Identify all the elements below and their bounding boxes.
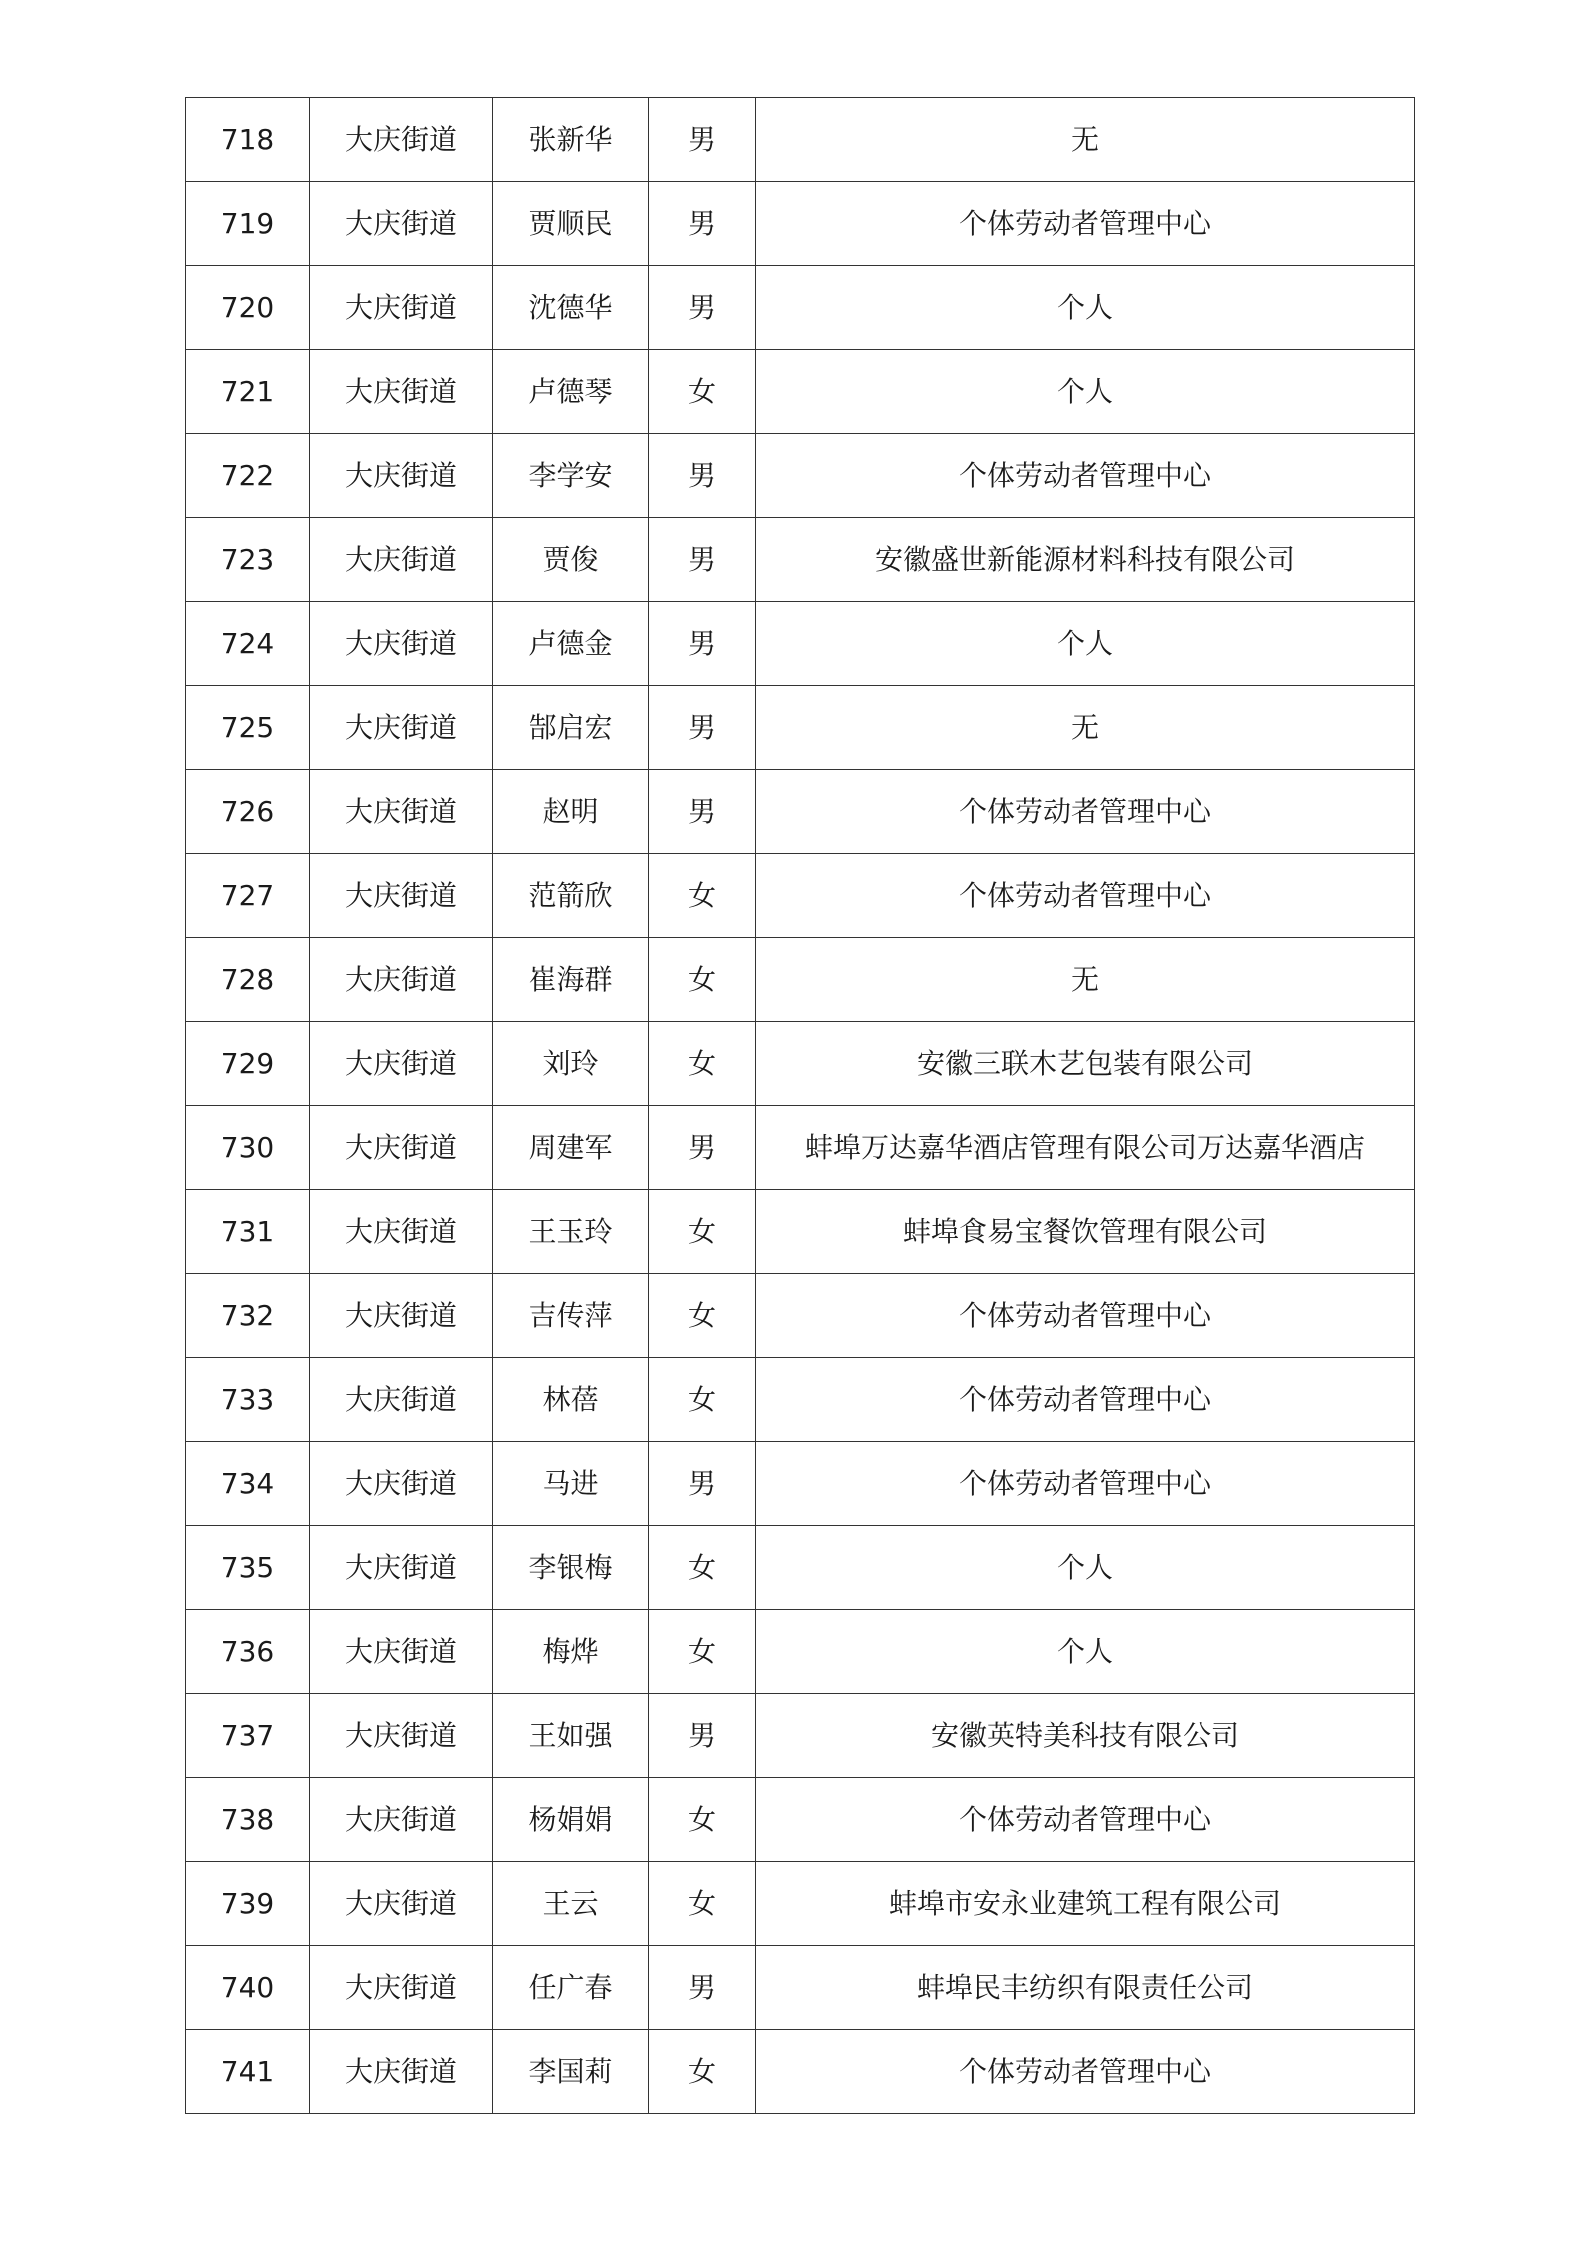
street-cell: 大庆街道: [310, 98, 493, 182]
table-row: [186, 518, 1415, 602]
gender-cell: 男: [649, 518, 756, 602]
work-unit-cell: 个体劳动者管理中心: [756, 182, 1415, 266]
name-cell: 李国莉: [493, 2030, 649, 2114]
row-number-cell: 725: [186, 686, 310, 770]
row-number-cell: 723: [186, 518, 310, 602]
row-number-cell: 736: [186, 1610, 310, 1694]
row-number-cell: 729: [186, 1022, 310, 1106]
gender-cell: 女: [649, 1862, 756, 1946]
row-number-cell: 727: [186, 854, 310, 938]
table-row: [186, 1022, 1415, 1106]
gender-cell: 男: [649, 98, 756, 182]
name-cell: 崔海群: [493, 938, 649, 1022]
work-unit-cell: 个人: [756, 1526, 1415, 1610]
table-row: [186, 1190, 1415, 1274]
gender-cell: 女: [649, 2030, 756, 2114]
street-cell: 大庆街道: [310, 350, 493, 434]
name-cell: 张新华: [493, 98, 649, 182]
row-number-cell: 718: [186, 98, 310, 182]
row-number-cell: 735: [186, 1526, 310, 1610]
work-unit-cell: 个体劳动者管理中心: [756, 2030, 1415, 2114]
table-row: [186, 938, 1415, 1022]
row-number-cell: 722: [186, 434, 310, 518]
table-row: [186, 1526, 1415, 1610]
street-cell: 大庆街道: [310, 854, 493, 938]
name-cell: 梅烨: [493, 1610, 649, 1694]
row-number-cell: 730: [186, 1106, 310, 1190]
work-unit-cell: 个人: [756, 602, 1415, 686]
street-cell: 大庆街道: [310, 266, 493, 350]
name-cell: 郜启宏: [493, 686, 649, 770]
table-row: [186, 1442, 1415, 1526]
row-number-cell: 733: [186, 1358, 310, 1442]
street-cell: 大庆街道: [310, 1862, 493, 1946]
table-row: [186, 1274, 1415, 1358]
name-cell: 王如强: [493, 1694, 649, 1778]
row-number-cell: 720: [186, 266, 310, 350]
street-cell: 大庆街道: [310, 1022, 493, 1106]
gender-cell: 女: [649, 938, 756, 1022]
work-unit-cell: 蚌埠万达嘉华酒店管理有限公司万达嘉华酒店: [756, 1106, 1415, 1190]
street-cell: 大庆街道: [310, 1694, 493, 1778]
street-cell: 大庆街道: [310, 1274, 493, 1358]
work-unit-cell: 蚌埠食易宝餐饮管理有限公司: [756, 1190, 1415, 1274]
work-unit-cell: 个人: [756, 350, 1415, 434]
street-cell: 大庆街道: [310, 1778, 493, 1862]
name-cell: 马进: [493, 1442, 649, 1526]
street-cell: 大庆街道: [310, 1442, 493, 1526]
table-row: [186, 350, 1415, 434]
row-number-cell: 728: [186, 938, 310, 1022]
table-row: [186, 1778, 1415, 1862]
work-unit-cell: 个体劳动者管理中心: [756, 434, 1415, 518]
name-cell: 沈德华: [493, 266, 649, 350]
street-cell: 大庆街道: [310, 1358, 493, 1442]
name-cell: 卢德金: [493, 602, 649, 686]
name-cell: 李学安: [493, 434, 649, 518]
roster-table: [185, 97, 1415, 2114]
table-row: [186, 770, 1415, 854]
gender-cell: 女: [649, 1274, 756, 1358]
gender-cell: 女: [649, 1190, 756, 1274]
gender-cell: 女: [649, 1526, 756, 1610]
gender-cell: 男: [649, 434, 756, 518]
gender-cell: 女: [649, 350, 756, 434]
work-unit-cell: 无: [756, 98, 1415, 182]
table-row: [186, 686, 1415, 770]
row-number-cell: 731: [186, 1190, 310, 1274]
gender-cell: 女: [649, 854, 756, 938]
row-number-cell: 719: [186, 182, 310, 266]
work-unit-cell: 个人: [756, 1610, 1415, 1694]
table-row: [186, 1946, 1415, 2030]
table-row: [186, 98, 1415, 182]
table-row: [186, 602, 1415, 686]
row-number-cell: 739: [186, 1862, 310, 1946]
street-cell: 大庆街道: [310, 518, 493, 602]
name-cell: 杨娟娟: [493, 1778, 649, 1862]
street-cell: 大庆街道: [310, 1190, 493, 1274]
work-unit-cell: 个体劳动者管理中心: [756, 1358, 1415, 1442]
street-cell: 大庆街道: [310, 686, 493, 770]
gender-cell: 男: [649, 686, 756, 770]
table-row: [186, 266, 1415, 350]
row-number-cell: 726: [186, 770, 310, 854]
name-cell: 王云: [493, 1862, 649, 1946]
row-number-cell: 724: [186, 602, 310, 686]
row-number-cell: 721: [186, 350, 310, 434]
street-cell: 大庆街道: [310, 182, 493, 266]
name-cell: 李银梅: [493, 1526, 649, 1610]
roster-table-body: [186, 98, 1415, 2114]
work-unit-cell: 蚌埠民丰纺织有限责任公司: [756, 1946, 1415, 2030]
name-cell: 贾顺民: [493, 182, 649, 266]
name-cell: 刘玲: [493, 1022, 649, 1106]
gender-cell: 女: [649, 1358, 756, 1442]
work-unit-cell: 个体劳动者管理中心: [756, 1274, 1415, 1358]
street-cell: 大庆街道: [310, 938, 493, 1022]
work-unit-cell: 个体劳动者管理中心: [756, 770, 1415, 854]
row-number-cell: 741: [186, 2030, 310, 2114]
gender-cell: 女: [649, 1022, 756, 1106]
work-unit-cell: 个体劳动者管理中心: [756, 854, 1415, 938]
gender-cell: 男: [649, 266, 756, 350]
gender-cell: 女: [649, 1610, 756, 1694]
name-cell: 吉传萍: [493, 1274, 649, 1358]
name-cell: 周建军: [493, 1106, 649, 1190]
row-number-cell: 740: [186, 1946, 310, 2030]
table-row: [186, 854, 1415, 938]
row-number-cell: 737: [186, 1694, 310, 1778]
name-cell: 林蓓: [493, 1358, 649, 1442]
row-number-cell: 732: [186, 1274, 310, 1358]
work-unit-cell: 安徽英特美科技有限公司: [756, 1694, 1415, 1778]
table-row: [186, 1694, 1415, 1778]
street-cell: 大庆街道: [310, 1610, 493, 1694]
gender-cell: 男: [649, 1694, 756, 1778]
street-cell: 大庆街道: [310, 1526, 493, 1610]
name-cell: 王玉玲: [493, 1190, 649, 1274]
gender-cell: 男: [649, 770, 756, 854]
name-cell: 任广春: [493, 1946, 649, 2030]
gender-cell: 女: [649, 1778, 756, 1862]
work-unit-cell: 个体劳动者管理中心: [756, 1778, 1415, 1862]
street-cell: 大庆街道: [310, 1946, 493, 2030]
table-row: [186, 1358, 1415, 1442]
gender-cell: 男: [649, 1946, 756, 2030]
street-cell: 大庆街道: [310, 770, 493, 854]
table-row: [186, 182, 1415, 266]
table-row: [186, 1610, 1415, 1694]
street-cell: 大庆街道: [310, 434, 493, 518]
work-unit-cell: 蚌埠市安永业建筑工程有限公司: [756, 1862, 1415, 1946]
name-cell: 贾俊: [493, 518, 649, 602]
row-number-cell: 734: [186, 1442, 310, 1526]
street-cell: 大庆街道: [310, 1106, 493, 1190]
work-unit-cell: 安徽三联木艺包装有限公司: [756, 1022, 1415, 1106]
work-unit-cell: 安徽盛世新能源材料科技有限公司: [756, 518, 1415, 602]
name-cell: 范箭欣: [493, 854, 649, 938]
gender-cell: 男: [649, 602, 756, 686]
work-unit-cell: 无: [756, 686, 1415, 770]
work-unit-cell: 个体劳动者管理中心: [756, 1442, 1415, 1526]
gender-cell: 男: [649, 1106, 756, 1190]
gender-cell: 男: [649, 1442, 756, 1526]
street-cell: 大庆街道: [310, 2030, 493, 2114]
row-number-cell: 738: [186, 1778, 310, 1862]
table-row: [186, 2030, 1415, 2114]
name-cell: 赵明: [493, 770, 649, 854]
table-row: [186, 1862, 1415, 1946]
street-cell: 大庆街道: [310, 602, 493, 686]
name-cell: 卢德琴: [493, 350, 649, 434]
work-unit-cell: 个人: [756, 266, 1415, 350]
table-row: [186, 1106, 1415, 1190]
work-unit-cell: 无: [756, 938, 1415, 1022]
table-row: [186, 434, 1415, 518]
gender-cell: 男: [649, 182, 756, 266]
